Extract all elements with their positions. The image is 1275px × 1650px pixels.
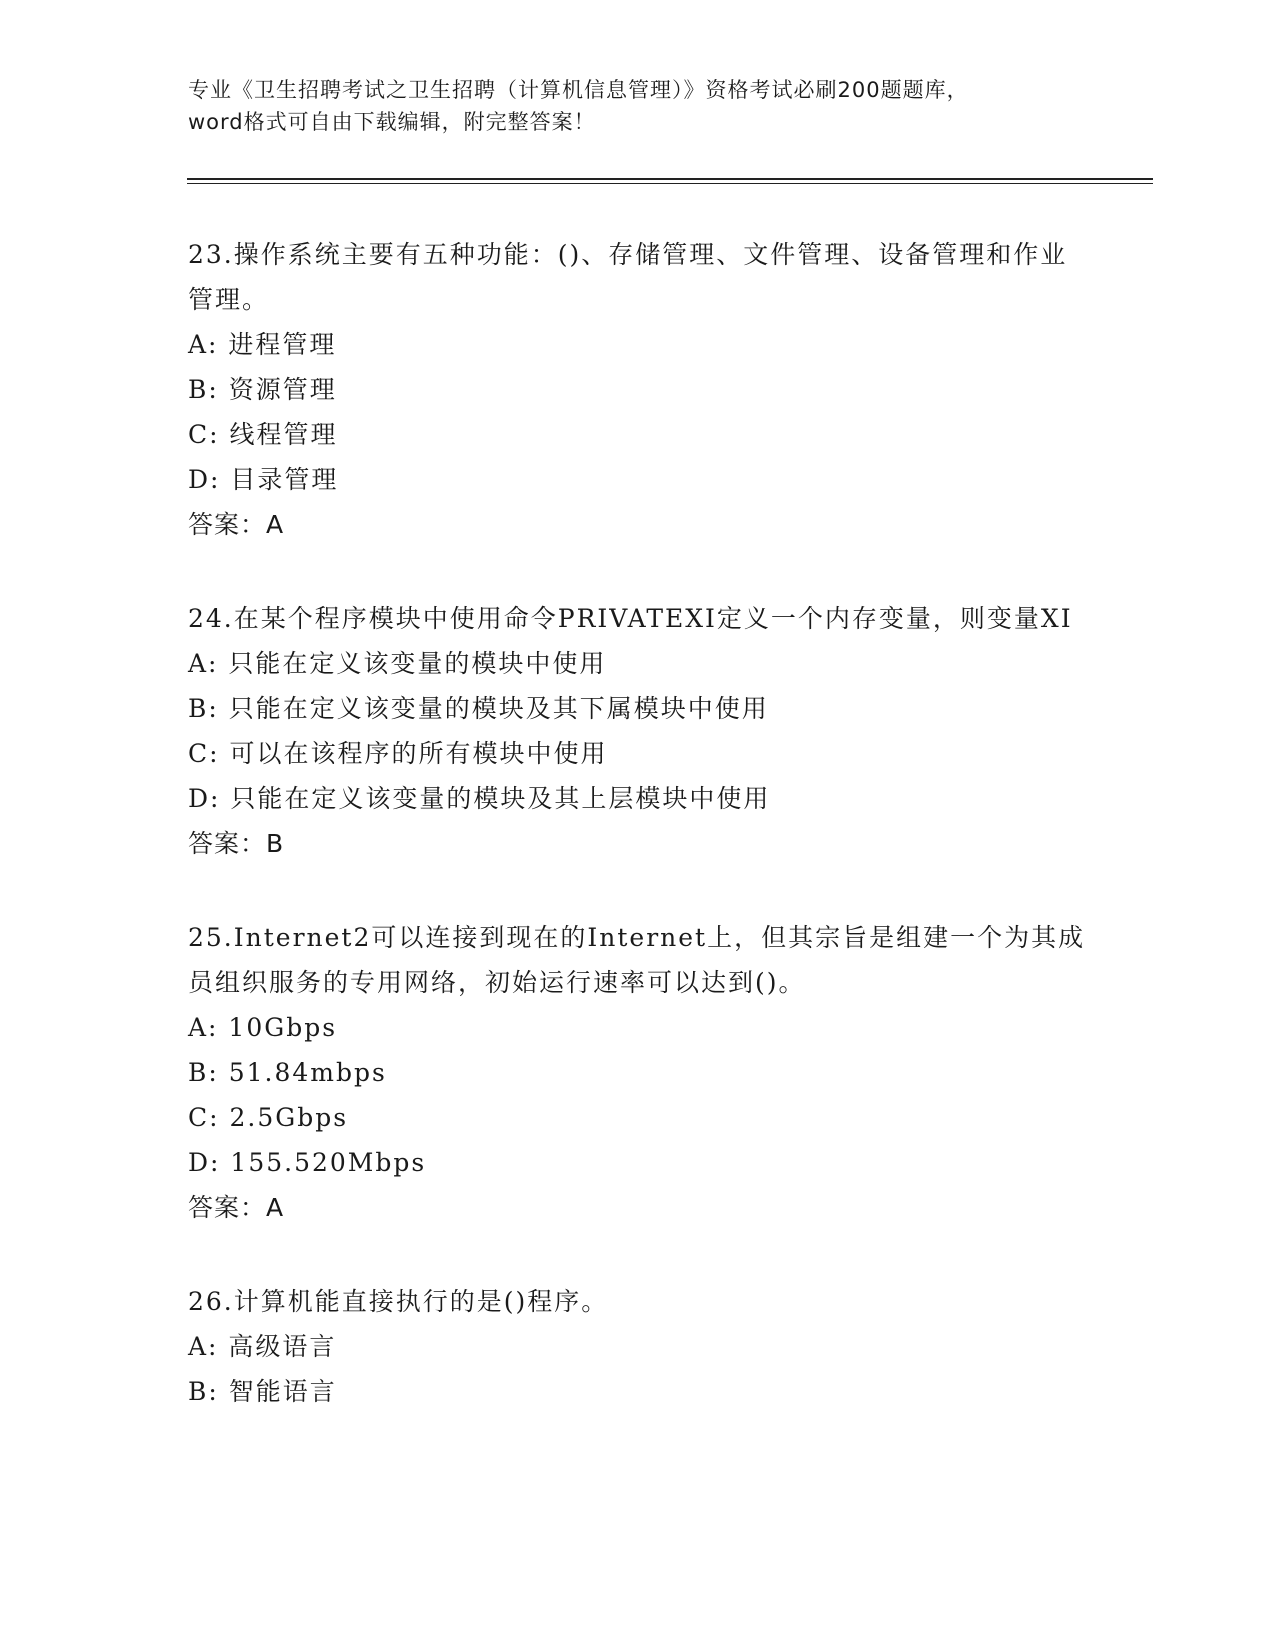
header-divider	[187, 178, 1153, 184]
question-text: 25.Internet2可以连接到现在的Internet上，但其宗旨是组建一个为其成员组织服务的专用网络，初始运行速率可以达到()。	[188, 923, 1086, 997]
option-c: C: 线程管理	[188, 420, 338, 449]
header-line-2: word格式可自由下载编辑，附完整答案！	[188, 110, 596, 134]
option-a: A: 只能在定义该变量的模块中使用	[188, 649, 607, 678]
option-b: B: 资源管理	[188, 375, 337, 404]
option-b: B: 只能在定义该变量的模块及其下属模块中使用	[188, 694, 769, 723]
answer-line: 答案：B	[188, 829, 285, 858]
option-d: D: 155.520Mbps	[188, 1148, 427, 1177]
option-a: A: 高级语言	[188, 1332, 337, 1361]
question-24	[188, 596, 1088, 867]
option-c: C: 2.5Gbps	[188, 1103, 349, 1132]
question-list	[188, 232, 1088, 1462]
option-d: D: 只能在定义该变量的模块及其上层模块中使用	[188, 784, 771, 813]
option-d: D: 目录管理	[188, 465, 339, 494]
question-25	[188, 915, 1088, 1231]
question-23	[188, 232, 1088, 548]
option-a: A: 10Gbps	[188, 1013, 338, 1042]
question-text: 24.在某个程序模块中使用命令PRIVATEXI定义一个内存变量，则变量XI	[188, 604, 1073, 633]
option-b: B: 51.84mbps	[188, 1058, 387, 1087]
question-26	[188, 1279, 1088, 1414]
answer-line: 答案：A	[188, 1193, 285, 1222]
question-text: 26.计算机能直接执行的是()程序。	[188, 1287, 609, 1316]
document-header	[188, 74, 1088, 138]
header-line-1: 专业《卫生招聘考试之卫生招聘（计算机信息管理）》资格考试必刷200题题库，	[188, 78, 969, 102]
option-c: C: 可以在该程序的所有模块中使用	[188, 739, 608, 768]
question-text: 23.操作系统主要有五种功能：()、存储管理、文件管理、设备管理和作业管理。	[188, 240, 1068, 314]
option-a: A: 进程管理	[188, 330, 337, 359]
option-b: B: 智能语言	[188, 1377, 337, 1406]
answer-line: 答案：A	[188, 510, 285, 539]
